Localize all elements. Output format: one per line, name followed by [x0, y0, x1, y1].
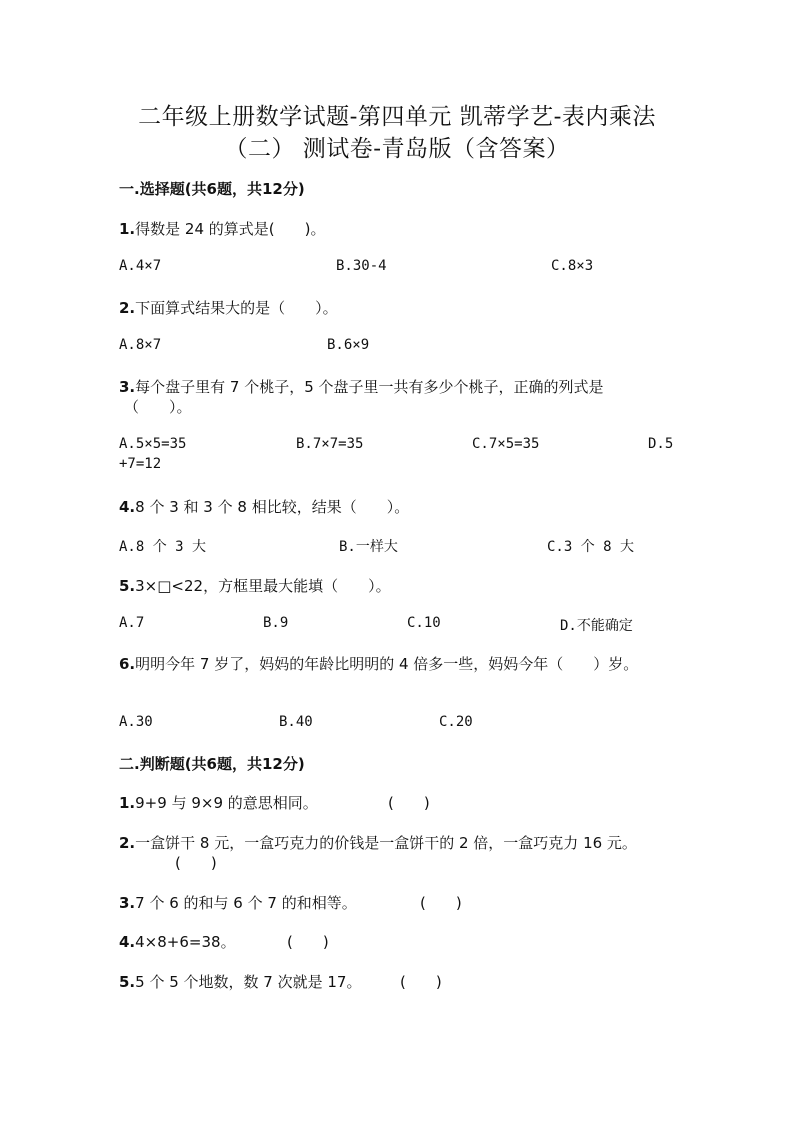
- question-number: 3.: [119, 894, 136, 912]
- option-d: D.5: [648, 436, 674, 452]
- option-a: A.8 个 3 大: [119, 539, 207, 555]
- question-body: 8 个 3 和 3 个 8 相比较，结果（ ）。: [135, 498, 410, 516]
- answer-blank: ( ): [287, 933, 329, 951]
- option-c: C.10: [407, 615, 441, 631]
- option-c: C.7×5=35: [472, 436, 540, 452]
- option-a: A.5×5=35: [119, 436, 187, 452]
- question-number: 3.: [119, 378, 136, 396]
- question-number: 2.: [119, 299, 136, 317]
- option-d-continued: +7=12: [119, 456, 162, 472]
- option-a: A.8×7: [119, 337, 162, 353]
- option-a: A.30: [119, 714, 153, 730]
- option-a: A.4×7: [119, 258, 162, 274]
- option-c: C.3 个 8 大: [547, 539, 635, 555]
- option-b: B.7×7=35: [296, 436, 364, 452]
- question-body: 明明今年 7 岁了，妈妈的年龄比明明的 4 倍多一些，妈妈今年（ ）岁。: [135, 655, 639, 673]
- section-heading-true-false: 二.判断题(共6题，共12分): [119, 755, 305, 773]
- section-heading-choice: 一.选择题(共6题，共12分): [119, 180, 305, 198]
- question-body: 5 个 5 个地数，数 7 次就是 17。: [135, 973, 362, 991]
- document-title-line-2: （二） 测试卷-青岛版（含答案）: [224, 136, 570, 162]
- judgement-question: [119, 892, 357, 913]
- question-body: 得数是 24 的算式是( )。: [135, 220, 326, 238]
- question-body: 4×8+6=38。: [135, 933, 236, 951]
- question-number: 6.: [119, 655, 136, 673]
- judgement-question: [119, 832, 637, 853]
- question-number: 1.: [119, 220, 136, 238]
- option-b: B.6×9: [327, 337, 370, 353]
- question-body: 9+9 与 9×9 的意思相同。: [135, 794, 318, 812]
- question-number: 5.: [119, 973, 136, 991]
- answer-blank: ( ): [175, 854, 217, 872]
- judgement-question: [119, 931, 236, 952]
- option-c: C.20: [439, 714, 473, 730]
- question-text: [119, 496, 409, 517]
- judgement-question: [119, 792, 318, 813]
- option-d: D.不能确定: [560, 618, 633, 634]
- question-text-continued: （ ）。: [124, 398, 192, 416]
- question-body: 一盒饼干 8 元，一盒巧克力的价钱是一盒饼干的 2 倍，一盒巧克力 16 元。: [135, 834, 637, 852]
- document-title-line-1: 二年级上册数学试题-第四单元 凯蒂学艺-表内乘法: [138, 104, 656, 130]
- answer-blank: ( ): [400, 973, 442, 991]
- question-body: 7 个 6 的和与 6 个 7 的和相等。: [135, 894, 357, 912]
- option-b: B.30-4: [336, 258, 387, 274]
- question-number: 2.: [119, 834, 136, 852]
- question-text: [119, 653, 638, 674]
- question-number: 4.: [119, 933, 136, 951]
- question-body: 3×□<22，方框里最大能填（ ）。: [135, 577, 391, 595]
- option-b: B.一样大: [339, 539, 398, 555]
- question-number: 5.: [119, 577, 136, 595]
- question-text: [119, 575, 391, 596]
- question-body: 每个盘子里有 7 个桃子，5 个盘子里一共有多少个桃子，正确的列式是: [135, 378, 604, 396]
- option-b: B.40: [279, 714, 313, 730]
- option-b: B.9: [263, 615, 289, 631]
- answer-blank: ( ): [420, 894, 462, 912]
- question-text: [119, 218, 325, 239]
- answer-blank: ( ): [388, 794, 430, 812]
- question-text: [119, 376, 604, 397]
- question-number: 4.: [119, 498, 136, 516]
- judgement-question: [119, 971, 361, 992]
- option-c: C.8×3: [551, 258, 594, 274]
- question-number: 1.: [119, 794, 136, 812]
- question-body: 下面算式结果大的是（ ）。: [135, 299, 338, 317]
- question-text: [119, 297, 338, 318]
- option-a: A.7: [119, 615, 145, 631]
